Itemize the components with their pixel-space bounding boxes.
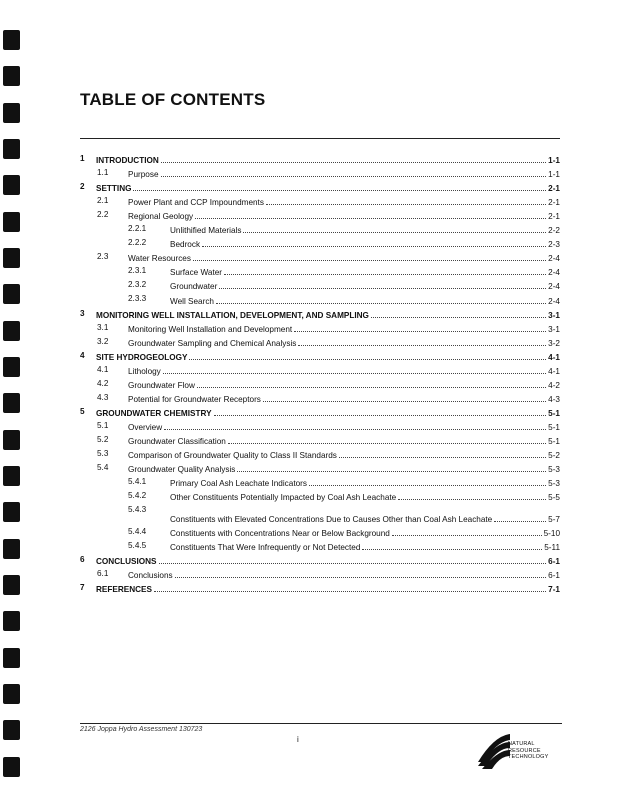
toc-entry[interactable] xyxy=(80,334,560,348)
toc-entry-number: 5.4 xyxy=(97,463,109,473)
toc-entry-page: 2-1 xyxy=(548,198,560,208)
toc-entry-number: 5.2 xyxy=(97,434,109,444)
toc-entry-page: 3-2 xyxy=(548,338,560,348)
footer-page-number: i xyxy=(297,735,299,744)
toc-entry-title: MONITORING WELL INSTALLATION, DEVELOPMENT, AND SAMPLING xyxy=(96,310,369,320)
toc-leader-dots xyxy=(371,317,546,318)
toc-entry-title: Power Plant and CCP Impoundments xyxy=(128,198,264,208)
toc-leader-dots xyxy=(294,331,546,332)
toc-entry-number: 2.3.1 xyxy=(128,266,147,276)
toc-entry-page: 5-11 xyxy=(544,543,560,553)
toc-leader-dots xyxy=(398,499,546,500)
toc-entry-page: 5-7 xyxy=(548,515,560,525)
toc-entry-page: 5-10 xyxy=(543,529,560,539)
punch-hole xyxy=(3,139,20,159)
toc-entry-number: 2.2 xyxy=(97,210,109,220)
toc-entry-number: 2 xyxy=(80,182,85,192)
toc-entry-page: 5-3 xyxy=(548,465,560,475)
toc-leader-dots xyxy=(175,577,547,578)
toc-leader-dots xyxy=(224,274,546,275)
company-logo-text xyxy=(508,741,549,761)
toc-entry-page: 5-1 xyxy=(548,408,560,418)
toc-entry[interactable] xyxy=(80,179,560,193)
toc-leader-dots xyxy=(133,190,546,191)
punch-hole xyxy=(3,684,20,704)
toc-entry-title: Groundwater Sampling and Chemical Analysis xyxy=(128,338,297,348)
toc-leader-dots xyxy=(164,429,546,430)
toc-entry-title: Regional Geology xyxy=(128,212,194,222)
toc-entry-page: 5-2 xyxy=(548,451,560,461)
toc-entry[interactable] xyxy=(80,193,560,207)
toc-entry-title: REFERENCES xyxy=(96,585,152,595)
toc-leader-dots xyxy=(339,457,546,458)
punch-hole xyxy=(3,393,20,413)
punch-hole xyxy=(3,212,20,232)
toc-entry-number: 2.2.1 xyxy=(128,224,147,234)
toc-leader-dots xyxy=(154,591,546,592)
toc-leader-dots xyxy=(392,535,542,536)
toc-entry-title: Constituents with Concentrations Near or Below Background xyxy=(170,529,390,539)
toc-entry[interactable] xyxy=(80,235,560,249)
punch-hole xyxy=(3,248,20,268)
toc-entry-page: 5-1 xyxy=(548,422,560,432)
toc-entry[interactable] xyxy=(80,446,560,460)
toc-entry-title: Primary Coal Ash Leachate Indicators xyxy=(170,479,307,489)
toc-entry-number: 3.1 xyxy=(97,322,109,332)
logo-line-1: NATURAL xyxy=(508,741,535,747)
toc-entry-page: 2-2 xyxy=(548,226,560,236)
toc-entry[interactable] xyxy=(80,524,560,538)
toc-leader-dots xyxy=(237,471,546,472)
toc-leader-dots xyxy=(195,218,546,219)
toc-leader-dots xyxy=(161,162,546,163)
punch-hole xyxy=(3,502,20,522)
toc-entry-number: 1.1 xyxy=(97,168,109,178)
toc-entry-number: 7 xyxy=(80,583,85,593)
toc-entry-page: 4-2 xyxy=(548,380,560,390)
toc-entry-title: Unlithified Materials xyxy=(170,226,242,236)
punch-hole xyxy=(3,466,20,486)
toc-entry[interactable] xyxy=(80,151,560,165)
punch-hole xyxy=(3,720,20,740)
toc-leader-dots xyxy=(219,288,546,289)
toc-entry[interactable] xyxy=(80,348,560,362)
toc-leader-dots xyxy=(263,401,546,402)
toc-entry-title: Groundwater Flow xyxy=(128,380,195,390)
toc-entry-page: 2-1 xyxy=(548,212,560,222)
toc-leader-dots xyxy=(189,359,546,360)
toc-entry-number: 2.2.2 xyxy=(128,238,147,248)
toc-entry-page: 6-1 xyxy=(548,557,560,567)
toc-entry-number: 6.1 xyxy=(97,569,109,579)
toc-entry-title: Groundwater Quality Analysis xyxy=(128,465,236,475)
toc-leader-dots xyxy=(216,303,546,304)
toc-entry-number: 4 xyxy=(80,350,85,360)
toc-leader-dots xyxy=(228,443,546,444)
toc-leader-dots xyxy=(202,246,546,247)
toc-entry-number: 5.4.5 xyxy=(128,541,147,551)
toc-entry-page: 2-4 xyxy=(548,268,560,278)
toc-entry-title: Surface Water xyxy=(170,268,223,278)
toc-entry-title: Water Resources xyxy=(128,254,191,264)
toc-entry[interactable] xyxy=(80,390,560,404)
toc-entry-title: Overview xyxy=(128,422,163,432)
toc-entry-number: 4.1 xyxy=(97,364,109,374)
punch-hole xyxy=(3,575,20,595)
toc-leader-dots xyxy=(494,521,546,522)
toc-entry-page: 2-4 xyxy=(548,254,560,264)
toc-entry-page: 1-1 xyxy=(548,156,560,166)
toc-entry-page: 5-5 xyxy=(548,493,560,503)
toc-entry[interactable] xyxy=(80,460,560,474)
toc-entry[interactable] xyxy=(80,474,560,488)
toc-entry-page: 2-1 xyxy=(548,184,560,194)
title-divider xyxy=(80,138,560,139)
toc-entry-number: 3 xyxy=(80,308,85,318)
toc-leader-dots xyxy=(159,563,547,564)
toc-entry-number: 4.3 xyxy=(97,392,109,402)
toc-entry-number: 1 xyxy=(80,154,85,163)
toc-entry[interactable] xyxy=(80,552,560,566)
toc-entry[interactable] xyxy=(80,418,560,432)
toc-entry-page: 4-1 xyxy=(548,352,560,362)
toc-entry-number: 5.4.2 xyxy=(128,491,147,501)
toc-entry-page: 6-1 xyxy=(548,571,560,581)
toc-entry[interactable] xyxy=(80,320,560,334)
toc-entry-number: 5 xyxy=(80,406,85,416)
toc-entry[interactable] xyxy=(80,376,560,390)
toc-entry[interactable] xyxy=(80,580,560,594)
punch-hole xyxy=(3,757,20,777)
toc-entry[interactable] xyxy=(80,277,560,291)
toc-entry-page: 1-1 xyxy=(548,170,560,180)
toc-entry-page: 3-1 xyxy=(548,310,560,320)
toc-leader-dots xyxy=(243,232,546,233)
toc-entry-number: 3.2 xyxy=(97,336,109,346)
toc-leader-dots xyxy=(161,176,547,177)
footer-document-id: 2126 Joppa Hydro Assessment 130723 xyxy=(80,726,203,733)
toc-entry-title: SITE HYDROGEOLOGY xyxy=(96,352,188,362)
toc-entry[interactable] xyxy=(80,502,560,524)
toc-entry[interactable] xyxy=(80,432,560,446)
punch-hole xyxy=(3,430,20,450)
toc-entry-page: 4-3 xyxy=(548,394,560,404)
punch-hole xyxy=(3,175,20,195)
toc-entry[interactable] xyxy=(80,291,560,305)
toc-entry-title: Lithology xyxy=(128,366,161,376)
toc-entry-title: Purpose xyxy=(128,170,159,180)
logo-line-2: RESOURCE xyxy=(508,747,541,754)
toc-entry[interactable] xyxy=(80,404,560,418)
toc-entry[interactable] xyxy=(80,249,560,263)
toc-entry-title: Constituents with Elevated Concentrations Due to Causes Other than Coal Ash Leachate xyxy=(170,515,493,525)
toc-entry-page: 7-1 xyxy=(548,585,560,595)
logo-line-3: TECHNOLOGY xyxy=(508,754,549,760)
toc-entry[interactable] xyxy=(80,263,560,277)
toc-entry-number: 5.4.4 xyxy=(128,527,147,537)
toc-entry-number: 5.1 xyxy=(97,420,109,430)
toc-leader-dots xyxy=(266,204,546,205)
toc-entry-title: Potential for Groundwater Receptors xyxy=(128,394,261,404)
punch-hole xyxy=(3,321,20,341)
toc-leader-dots xyxy=(214,415,547,416)
toc-entry[interactable] xyxy=(80,221,560,235)
toc-entry-page: 3-1 xyxy=(548,324,560,334)
toc-entry[interactable] xyxy=(80,306,560,320)
toc-entry-page: 4-1 xyxy=(548,366,560,376)
toc-leader-dots xyxy=(163,373,546,374)
toc-entry-number: 2.3 xyxy=(97,252,109,262)
toc-entry[interactable] xyxy=(80,488,560,502)
footer-divider xyxy=(80,723,562,724)
toc-entry-number: 2.1 xyxy=(97,196,109,206)
toc-leader-dots xyxy=(197,387,546,388)
toc-entry[interactable] xyxy=(80,362,560,376)
toc-entry-title: Constituents That Were Infrequently or Not Detected xyxy=(170,543,361,553)
toc-leader-dots xyxy=(298,345,546,346)
toc-entry-number: 2.3.2 xyxy=(128,280,147,290)
toc-entry[interactable] xyxy=(80,566,560,580)
toc-entry-number: 2.3.3 xyxy=(128,294,147,304)
punch-hole xyxy=(3,611,20,631)
punch-hole xyxy=(3,30,20,50)
punch-hole xyxy=(3,357,20,377)
toc-entry[interactable] xyxy=(80,538,560,552)
toc-entry[interactable] xyxy=(80,207,560,221)
toc-entry-number: 5.4.3 xyxy=(128,505,147,515)
toc-entry-title: GROUNDWATER CHEMISTRY xyxy=(96,408,212,418)
toc-entry-page: 2-3 xyxy=(548,240,560,250)
toc-entry-number: 4.2 xyxy=(97,378,109,388)
page-title: TABLE OF CONTENTS xyxy=(80,90,266,109)
toc-entry-title: Well Search xyxy=(170,296,214,306)
toc-entry-page: 2-4 xyxy=(548,282,560,292)
punch-hole xyxy=(3,539,20,559)
toc-entry-title: Conclusions xyxy=(128,571,173,581)
toc-entry-title: Other Constituents Potentially Impacted by Coal Ash Leachate xyxy=(170,493,397,503)
toc-leader-dots xyxy=(309,485,546,486)
toc-entry-page: 5-3 xyxy=(548,479,560,489)
table-of-contents xyxy=(80,151,560,594)
toc-entry-number: 5.3 xyxy=(97,448,109,458)
toc-entry-title: Bedrock xyxy=(170,240,201,250)
toc-entry[interactable] xyxy=(80,165,560,179)
toc-entry-number: 6 xyxy=(80,555,85,565)
toc-entry-title: Groundwater Classification xyxy=(128,436,226,446)
toc-entry-title: Monitoring Well Installation and Development xyxy=(128,324,293,334)
toc-entry-title: INTRODUCTION xyxy=(96,156,159,166)
punch-hole xyxy=(3,648,20,668)
toc-leader-dots xyxy=(362,549,542,550)
toc-entry-title: Comparison of Groundwater Quality to Class II Standards xyxy=(128,451,337,461)
toc-entry-title: CONCLUSIONS xyxy=(96,557,157,567)
toc-entry-page: 5-1 xyxy=(548,436,560,446)
punch-hole xyxy=(3,284,20,304)
toc-entry-title: Groundwater xyxy=(170,282,218,292)
toc-leader-dots xyxy=(193,260,546,261)
toc-entry-page: 2-4 xyxy=(548,296,560,306)
punch-hole xyxy=(3,66,20,86)
punch-hole xyxy=(3,103,20,123)
toc-entry-number: 5.4.1 xyxy=(128,477,147,487)
toc-entry-title: SETTING xyxy=(96,184,132,194)
